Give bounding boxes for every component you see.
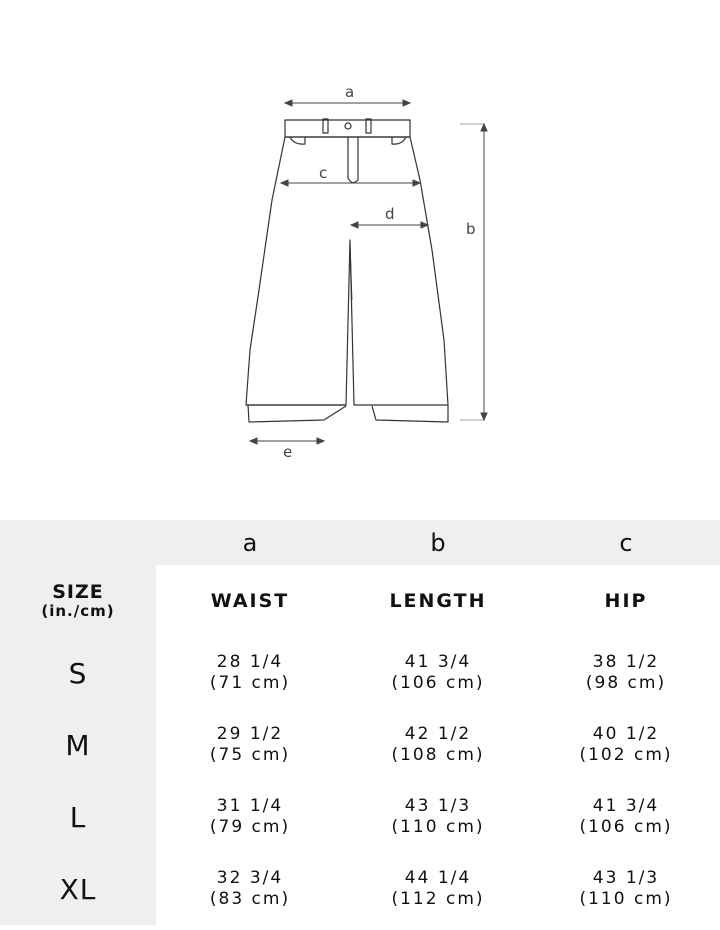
cell-cm: (106 cm) bbox=[391, 673, 485, 693]
table-cell bbox=[532, 781, 720, 853]
cell-inch: 42 1/2 bbox=[404, 723, 472, 744]
table-cell bbox=[344, 637, 532, 709]
column-letter-b: b bbox=[344, 520, 532, 565]
belt-loop bbox=[323, 119, 328, 133]
dim-label-e: e bbox=[283, 443, 293, 461]
dim-label-a: a bbox=[345, 83, 355, 101]
cell-cm: (108 cm) bbox=[391, 745, 485, 765]
table-cell bbox=[156, 781, 344, 853]
size-label: M bbox=[0, 709, 156, 781]
table-cell bbox=[344, 781, 532, 853]
column-header-row bbox=[0, 565, 720, 637]
cell-cm: (106 cm) bbox=[579, 817, 673, 837]
cell-inch: 40 1/2 bbox=[592, 723, 660, 744]
cell-cm: (98 cm) bbox=[585, 673, 667, 693]
cell-inch: 44 1/4 bbox=[404, 867, 472, 888]
dim-label-c: c bbox=[319, 164, 328, 182]
table-cell bbox=[532, 709, 720, 781]
cell-cm: (102 cm) bbox=[579, 745, 673, 765]
cell-inch: 32 3/4 bbox=[216, 867, 284, 888]
cell-inch: 41 3/4 bbox=[592, 795, 660, 816]
left-pocket bbox=[290, 137, 305, 144]
size-chart-table bbox=[0, 520, 720, 925]
cell-cm: (71 cm) bbox=[209, 673, 291, 693]
table-row bbox=[0, 709, 720, 781]
table-cell bbox=[532, 853, 720, 925]
table-row bbox=[0, 637, 720, 709]
size-label: XL bbox=[0, 853, 156, 925]
corner-cell bbox=[0, 520, 156, 565]
cell-inch: 41 3/4 bbox=[404, 651, 472, 672]
cell-cm: (110 cm) bbox=[391, 817, 485, 837]
cell-cm: (79 cm) bbox=[209, 817, 291, 837]
column-title-hip: HIP bbox=[604, 590, 648, 612]
cell-inch: 28 1/4 bbox=[216, 651, 284, 672]
size-label: L bbox=[0, 781, 156, 853]
left-cuff bbox=[248, 405, 346, 422]
size-header-unit: (in./cm) bbox=[41, 602, 115, 621]
right-cuff bbox=[372, 405, 448, 422]
table-cell bbox=[532, 637, 720, 709]
table-cell bbox=[156, 709, 344, 781]
belt-loop bbox=[366, 119, 371, 133]
table-cell bbox=[156, 637, 344, 709]
cell-cm: (75 cm) bbox=[209, 745, 291, 765]
column-title-waist: WAIST bbox=[210, 590, 290, 612]
cell-inch: 31 1/4 bbox=[216, 795, 284, 816]
cell-inch: 43 1/3 bbox=[592, 867, 660, 888]
column-letter-row bbox=[0, 520, 720, 565]
cell-cm: (112 cm) bbox=[391, 889, 485, 909]
fly-stitch bbox=[348, 137, 358, 183]
size-label: S bbox=[0, 637, 156, 709]
cell-cm: (110 cm) bbox=[579, 889, 673, 909]
cell-inch: 38 1/2 bbox=[592, 651, 660, 672]
pants-outline bbox=[246, 137, 448, 405]
size-header-title: SIZE bbox=[52, 580, 104, 603]
table-cell bbox=[344, 709, 532, 781]
column-title-length: LENGTH bbox=[389, 590, 487, 612]
table-cell bbox=[344, 853, 532, 925]
cell-inch: 29 1/2 bbox=[216, 723, 284, 744]
table-cell bbox=[156, 853, 344, 925]
table-row bbox=[0, 853, 720, 925]
right-pocket bbox=[392, 137, 406, 144]
dim-label-d: d bbox=[385, 205, 395, 223]
size-header-cell bbox=[0, 565, 156, 637]
cell-inch: 43 1/3 bbox=[404, 795, 472, 816]
column-letter-a: a bbox=[156, 520, 344, 565]
table-row bbox=[0, 781, 720, 853]
cell-cm: (83 cm) bbox=[209, 889, 291, 909]
column-letter-c: c bbox=[532, 520, 720, 565]
button-icon bbox=[345, 123, 351, 129]
dim-label-b: b bbox=[466, 220, 476, 238]
